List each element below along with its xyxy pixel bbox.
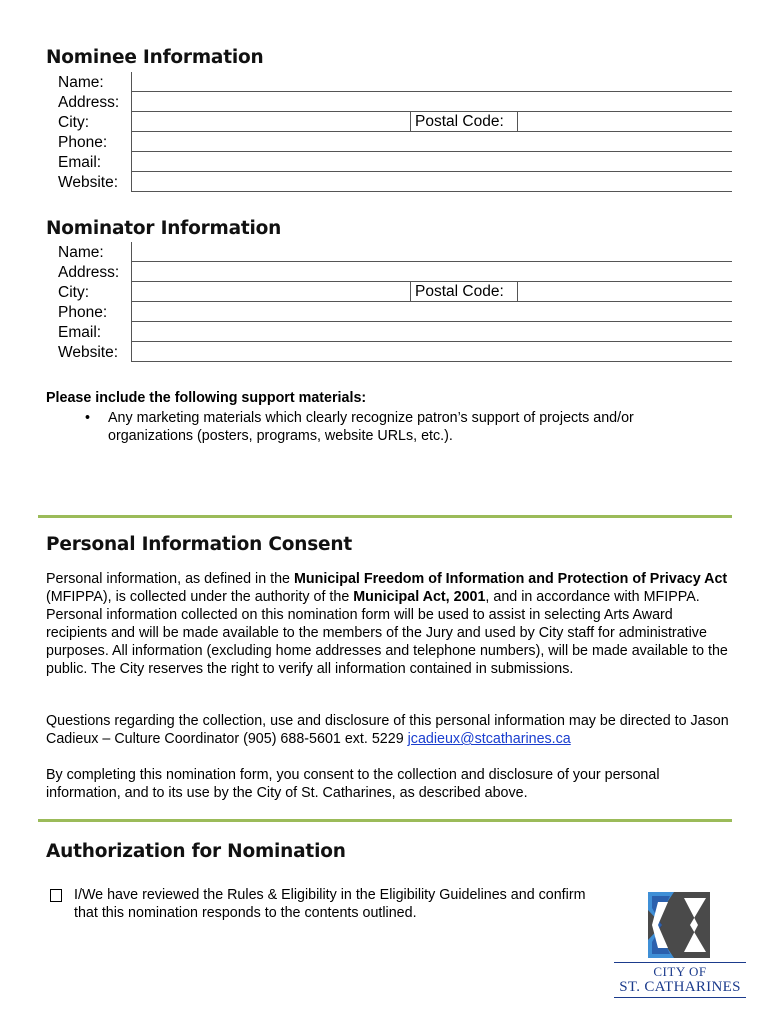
nominee-city-field[interactable] [132, 112, 411, 132]
consent-heading: Personal Information Consent [46, 534, 353, 555]
nominee-address-label: Address: [58, 93, 120, 111]
support-bullet-item [85, 409, 708, 445]
nominee-form [52, 72, 732, 192]
nominee-phone-field[interactable] [132, 132, 733, 152]
nominee-name-label: Name: [58, 73, 104, 91]
nominator-website-label: Website: [58, 343, 119, 361]
nominator-heading: Nominator Information [46, 218, 282, 239]
logo-city-name: ST. CATHARINES [619, 979, 741, 995]
consent-p2-text: Questions regarding the collection, use and disclosure of this personal information may be directed to Jason Cadieux – Culture Coordinator (905) 688-5601 ext. 5229 [46, 713, 729, 747]
nominator-postal-field[interactable] [518, 282, 733, 302]
nominator-city-label: City: [58, 283, 89, 301]
nominee-address-field[interactable] [132, 92, 733, 112]
authorization-heading: Authorization for Nomination [46, 841, 346, 862]
section-divider-consent [38, 515, 732, 518]
nominee-website-label: Website: [58, 173, 119, 191]
nominator-form [52, 242, 732, 362]
nominator-email-field[interactable] [132, 322, 733, 342]
city-emblem-icon [612, 890, 748, 962]
confirm-checkbox[interactable] [50, 889, 62, 902]
nominee-phone-label: Phone: [58, 133, 108, 151]
nominee-heading: Nominee Information [46, 47, 264, 68]
nominee-postal-label: Postal Code: [411, 112, 518, 132]
support-heading: Please include the following support materials: [46, 390, 367, 406]
nominator-name-field[interactable] [132, 242, 733, 262]
city-logo [612, 890, 748, 1000]
consent-p1-text-3: , and in accordance with MFIPPA. Personal information collected on this nomination form will be used to assist in selecting Arts Award recipients and will be made available to the members of the Jury and used by City staff for administrative purposes. All information (excluding home addresses and telephone numbers), will be made available to the public. The City reserves the right to verify all information contained in submissions. [46, 589, 728, 677]
logo-bottom-rule [614, 997, 746, 998]
logo-city-of: CITY OF [653, 964, 707, 979]
nominator-website-field[interactable] [132, 342, 733, 362]
nominator-name-label: Name: [58, 243, 104, 261]
nominee-name-field[interactable] [132, 72, 733, 92]
nominator-email-label: Email: [58, 323, 102, 341]
consent-p1-text-2: (MFIPPA), is collected under the authority of the [46, 589, 354, 605]
confirm-checkbox-label: I/We have reviewed the Rules & Eligibility in the Eligibility Guidelines and confirm that this nomination responds to the contents outlined. [74, 887, 586, 921]
consent-paragraph-2 [46, 712, 736, 748]
contact-email-link[interactable]: jcadieux@stcatharines.ca [407, 731, 571, 747]
nominee-email-field[interactable] [132, 152, 733, 172]
nominee-email-label: Email: [58, 153, 102, 171]
consent-paragraph-1 [46, 570, 736, 678]
nominator-postal-label: Postal Code: [411, 282, 518, 302]
nominator-address-field[interactable] [132, 262, 733, 282]
nominator-phone-label: Phone: [58, 303, 108, 321]
logo-top-rule [614, 962, 746, 963]
mfippa-act-name: Municipal Freedom of Information and Protection of Privacy Act [293, 571, 728, 587]
nominator-city-field[interactable] [132, 282, 411, 302]
nominee-website-field[interactable] [132, 172, 733, 192]
bullet-icon: • [85, 410, 91, 426]
nominee-postal-field[interactable] [518, 112, 733, 132]
consent-p1-text: Personal information, as defined in the [46, 571, 294, 587]
nominator-address-label: Address: [58, 263, 120, 281]
municipal-act-name: Municipal Act, 2001 [353, 589, 486, 605]
consent-paragraph-3: By completing this nomination form, you consent to the collection and disclosure of your personal information, and to its use by the City of St. Catharines, as described above. [46, 767, 660, 801]
nominator-phone-field[interactable] [132, 302, 733, 322]
support-bullet-text: Any marketing materials which clearly recognize patron’s support of projects and/or organizations (posters, programs, website URLs, etc.). [108, 410, 634, 444]
section-divider-authorization [38, 819, 732, 822]
nominee-city-label: City: [58, 113, 89, 131]
